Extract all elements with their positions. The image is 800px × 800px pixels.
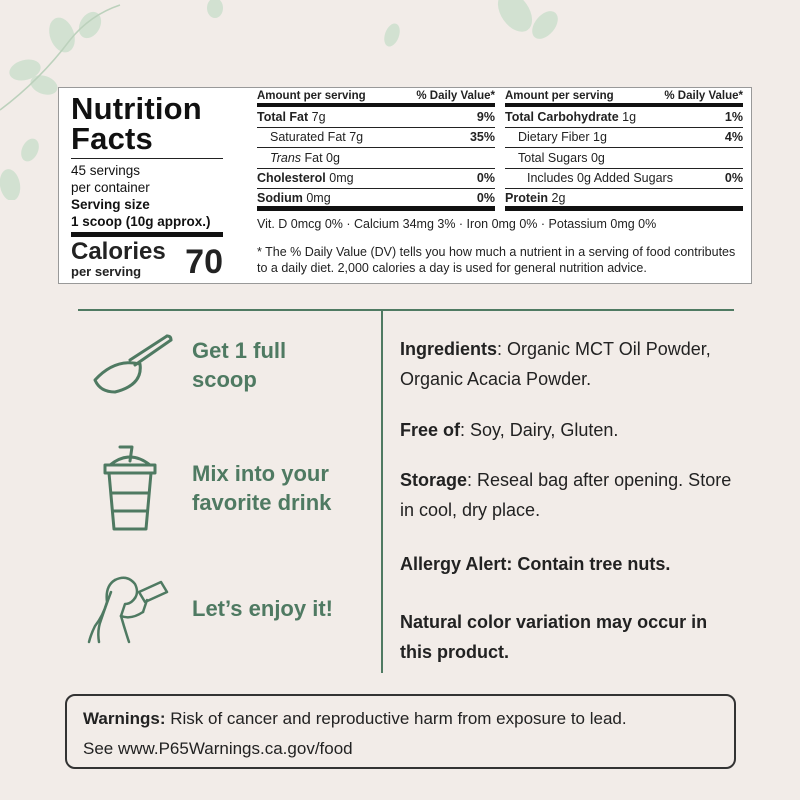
warning-box bbox=[65, 694, 736, 769]
nutrition-title-line1: Nutrition bbox=[71, 91, 202, 126]
header-amount: Amount per serving bbox=[505, 90, 614, 102]
step-label-line1: Get 1 full bbox=[192, 338, 287, 363]
table-row bbox=[257, 107, 495, 128]
nutrient-amount: 0g bbox=[590, 150, 605, 165]
step-label-line1: Mix into your bbox=[192, 461, 329, 486]
step-enjoy bbox=[80, 572, 370, 644]
serving-size-label: Serving size bbox=[71, 197, 150, 212]
nutrient-label: Protein bbox=[505, 190, 549, 205]
nutrient-label: Trans bbox=[270, 150, 302, 165]
nutrient-amount: 1g bbox=[622, 109, 637, 124]
nutrient-amount: 0mg bbox=[306, 190, 331, 205]
nutrient-label: Dietary Fiber bbox=[518, 130, 590, 145]
step-label-line1: Let’s enjoy it! bbox=[192, 595, 333, 621]
calories-value: 70 bbox=[185, 243, 223, 281]
vitamins-line: Vit. D 0mcg 0% · Calcium 34mg 3% · Iron 0mg 0% · Potassium 0mg 0% bbox=[257, 217, 657, 231]
daily-value-footnote: * The % Daily Value (DV) tells you how much a nutrient in a serving of food contributes to a daily diet. 2,000 calories a day is used for general nutrition advice. bbox=[257, 245, 736, 275]
table-row bbox=[257, 189, 495, 211]
ingredients-label: Ingredients bbox=[400, 339, 498, 359]
calories-label: Calories bbox=[71, 238, 166, 265]
calories-block bbox=[71, 239, 223, 283]
servings-line2: per container bbox=[71, 180, 150, 195]
nutrient-label: Total Carbohydrate bbox=[505, 109, 619, 124]
warning-line bbox=[83, 704, 718, 734]
allergy-alert bbox=[400, 549, 750, 579]
scoop-icon bbox=[85, 330, 175, 400]
table-row bbox=[505, 128, 743, 149]
table-row bbox=[257, 148, 495, 169]
servings-line1: 45 servings bbox=[71, 163, 141, 178]
drink-cup-icon bbox=[100, 443, 160, 533]
nutrient-amount: Fat 0g bbox=[304, 150, 340, 165]
nutrient-label: Total Sugars bbox=[518, 150, 588, 165]
nutrition-facts-panel bbox=[58, 87, 752, 284]
table-header bbox=[257, 90, 495, 107]
color-variation-text: Natural color variation may occur in this product. bbox=[400, 612, 708, 662]
nutrient-dv: 4% bbox=[724, 130, 743, 145]
nutrient-amount: 1g bbox=[593, 130, 607, 145]
nutrient-dv: 0% bbox=[724, 171, 743, 186]
table-row bbox=[505, 189, 743, 211]
nutrient-dv: 0% bbox=[476, 190, 495, 205]
table-row bbox=[505, 169, 743, 190]
nutrient-dv: 0% bbox=[476, 171, 495, 186]
nutrient-table-left bbox=[257, 90, 495, 211]
serving-size-value: 1 scoop (10g approx.) bbox=[71, 214, 211, 229]
table-header bbox=[505, 90, 743, 107]
table-row bbox=[257, 128, 495, 149]
nutrient-amount: 2g bbox=[551, 190, 566, 205]
header-daily-value: % Daily Value* bbox=[664, 90, 743, 102]
step-label-line2: scoop bbox=[192, 367, 257, 392]
step-mix bbox=[80, 443, 370, 533]
ingredients-value: : Organic MCT Oil Powder, Organic Acacia Powder. bbox=[400, 339, 711, 389]
calories-sub-label: per serving bbox=[71, 264, 142, 279]
allergy-alert-text: Allergy Alert: Contain tree nuts. bbox=[400, 554, 671, 574]
ingredients-text bbox=[400, 334, 750, 394]
nutrient-label: Saturated Fat bbox=[270, 130, 346, 145]
nutrient-amount: 7g bbox=[311, 109, 326, 124]
storage-label: Storage bbox=[400, 470, 468, 490]
table-row bbox=[257, 169, 495, 190]
nutrient-amount: 7g bbox=[349, 130, 364, 145]
section-divider-vertical bbox=[381, 309, 383, 673]
nutrient-dv: 9% bbox=[476, 109, 495, 124]
warning-link: See www.P65Warnings.ca.gov/food bbox=[83, 739, 353, 758]
free-of-value: : Soy, Dairy, Gluten. bbox=[460, 420, 619, 440]
warning-text: Risk of cancer and reproductive harm from exposure to lead. bbox=[165, 709, 627, 728]
nutrition-title-line2: Facts bbox=[71, 121, 153, 156]
woman-drinking-icon bbox=[85, 572, 175, 644]
free-of-text bbox=[400, 415, 750, 445]
color-variation-note bbox=[400, 607, 730, 667]
storage-text bbox=[400, 465, 750, 525]
storage-value: : Reseal bag after opening. Store in cool, dry place. bbox=[400, 470, 732, 520]
step-label-line2: favorite drink bbox=[192, 490, 332, 515]
warning-label: Warnings: bbox=[83, 709, 166, 728]
nutrient-table-right bbox=[505, 90, 743, 211]
table-row bbox=[505, 148, 743, 169]
header-amount: Amount per serving bbox=[257, 90, 366, 102]
table-row bbox=[505, 107, 743, 128]
free-of-label: Free of bbox=[400, 420, 461, 440]
section-divider-horizontal bbox=[78, 309, 734, 311]
nutrient-label: Sodium bbox=[257, 190, 303, 205]
header-daily-value: % Daily Value* bbox=[416, 90, 495, 102]
nutrient-label: Includes 0g Added Sugars bbox=[527, 171, 673, 186]
step-scoop bbox=[80, 330, 370, 400]
nutrient-dv: 1% bbox=[724, 109, 743, 124]
nutrient-dv: 35% bbox=[469, 130, 495, 145]
nutrition-summary bbox=[71, 91, 223, 283]
nutrient-label: Cholesterol bbox=[257, 171, 326, 186]
nutrient-label: Total Fat bbox=[257, 109, 309, 124]
nutrient-amount: 0mg bbox=[329, 171, 354, 186]
